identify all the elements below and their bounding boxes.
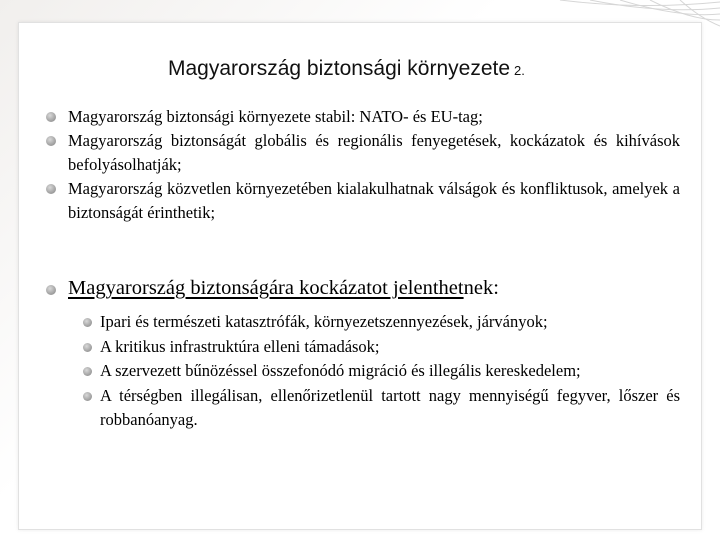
bullet-list-2 [100,310,680,433]
section-heading-underlined: Magyarország biztonságára kockázatot jelenthet [68,277,464,299]
list-item: A térségben illegálisan, ellenőrizetlenül tartott nagy mennyiségű fegyver, lőszer és robbanóanyag. [100,384,680,433]
list-item: Ipari és természeti katasztrófák, környezetszennyezések, járványok; [100,310,680,335]
bullet-dot-icon [46,285,56,295]
section-heading [68,277,499,300]
bullet-dot-icon [83,318,92,327]
bullet-dot-icon [46,136,56,146]
bullet-dot-icon [83,343,92,352]
list-item: Magyarország közvetlen környezetében kialakulhatnak válságok és konfliktusok, amelyek a biztonságát érinthetik; [68,177,680,225]
bullet-dot-icon [46,112,56,122]
list-item: A kritikus infrastruktúra elleni támadások; [100,335,680,360]
list-item: Magyarország biztonsági környezete stabil: NATO- és EU-tag; [68,105,680,129]
slide-title-text: Magyarország biztonsági környezete [168,57,511,80]
bullet-dot-icon [46,184,56,194]
list-item: A szervezett bűnözéssel összefonódó migráció és illegális kereskedelem; [100,359,680,384]
bullet-dot-icon [83,392,92,401]
slide-number: 2. [514,63,525,78]
slide-title [168,57,525,81]
bullet-list-1 [68,105,680,225]
list-item: Magyarország biztonságát globális és regionális fenyegetések, kockázatok és kihívások befolyásolhatják; [68,129,680,177]
bullet-dot-icon [83,367,92,376]
section-heading-rest: nek: [463,277,499,299]
slide-frame [18,22,702,530]
